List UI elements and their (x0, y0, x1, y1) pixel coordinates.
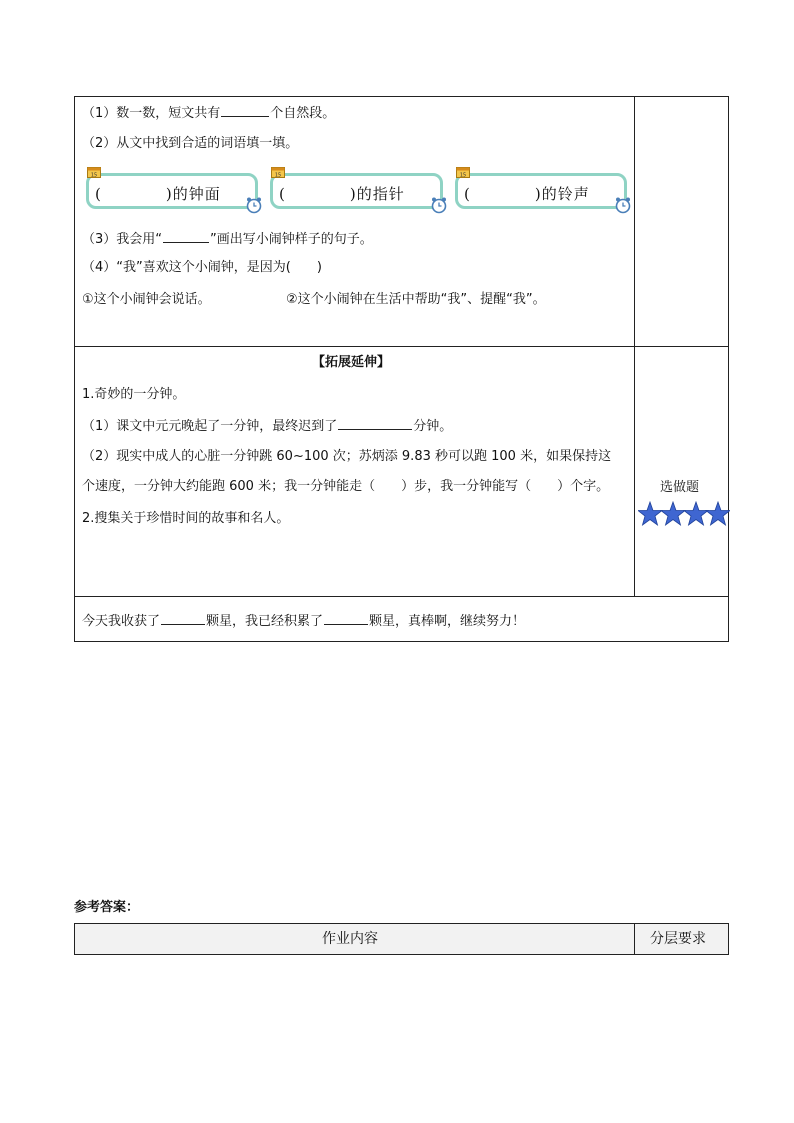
fill-box-clock-hands[interactable]: 15 ( )的指针 (270, 173, 443, 209)
extension-item-2: 2.搜集关于珍惜时间的故事和名人。 (82, 511, 290, 526)
option-1[interactable]: ①这个小闹钟会说话。 (82, 292, 211, 307)
alarm-clock-icon (614, 196, 632, 214)
answer-blank[interactable] (338, 416, 412, 430)
star-icon (706, 502, 730, 525)
stars-today-blank[interactable] (161, 611, 205, 625)
star-icon (638, 502, 662, 525)
svg-text:15: 15 (90, 172, 98, 178)
answers-border-right (728, 923, 729, 955)
table-border-top (74, 96, 729, 97)
question-3-underline: （3）我会用“ ”画出写小闹钟样子的句子。 (82, 229, 373, 249)
table-border-right (728, 96, 729, 642)
table-row-divider-1 (74, 346, 729, 347)
fill-box-clock-face[interactable]: 15 ( )的钟面 (86, 173, 258, 209)
calendar-icon (87, 166, 101, 178)
table-row-divider-2 (74, 596, 729, 597)
alarm-clock-icon (430, 196, 448, 214)
answers-border-left (74, 923, 75, 955)
stars-total-blank[interactable] (324, 611, 368, 625)
answers-header-requirement: 分层要求 (650, 931, 706, 947)
fill-box-clock-bell[interactable]: 15 ( )的铃声 (455, 173, 627, 209)
answer-blank[interactable] (163, 229, 209, 243)
section-heading: 【拓展延伸】 (312, 355, 391, 370)
question-1-count: （1）数一数，短文共有 个自然段。 (82, 103, 335, 123)
extension-item-1-2-line1: （2）现实中成人的心脏一分钟跳 60~100 次；苏炳添 9.83 秒可以跑 100 米，如果保持这 (82, 449, 612, 464)
answers-header-background (74, 924, 729, 954)
answers-border-bottom (74, 954, 729, 955)
calendar-icon (271, 166, 285, 178)
svg-text:15: 15 (459, 172, 467, 178)
option-2[interactable]: ②这个小闹钟在生活中帮助“我”、提醒“我”。 (286, 292, 546, 307)
answers-title: 参考答案： (74, 900, 140, 915)
answers-header-content: 作业内容 (322, 931, 378, 947)
table-border-bottom (74, 641, 729, 642)
calendar-icon (456, 166, 470, 178)
extension-item-1: 1.奇妙的一分钟。 (82, 387, 186, 402)
optional-label: 选做题 (660, 480, 700, 495)
answers-column-divider (634, 923, 635, 955)
question-2-fill: （2）从文中找到合适的词语填一填。 (82, 136, 299, 151)
extension-item-1-2-line2: 个速度，一分钟大约能跑 600 米；我一分钟能走（ ）步，我一分钟能写（ ）个字。 (82, 479, 610, 494)
answers-border-top (74, 923, 729, 924)
svg-text:15: 15 (274, 172, 282, 178)
alarm-clock-icon (245, 196, 263, 214)
star-icon (684, 502, 708, 525)
question-4-choice: （4）“我”喜欢这个小闹钟，是因为( ) (82, 260, 322, 275)
star-icon (661, 502, 685, 525)
star-rating (638, 501, 730, 527)
summary-line: 今天我收获了 颗星，我已经积累了 颗星，真棒啊，继续努力！ (82, 611, 525, 631)
table-border-left (74, 96, 75, 642)
extension-item-1-1: （1）课文中元元晚起了一分钟，最终迟到了 分钟。 (82, 416, 452, 436)
answer-blank[interactable] (221, 103, 269, 117)
